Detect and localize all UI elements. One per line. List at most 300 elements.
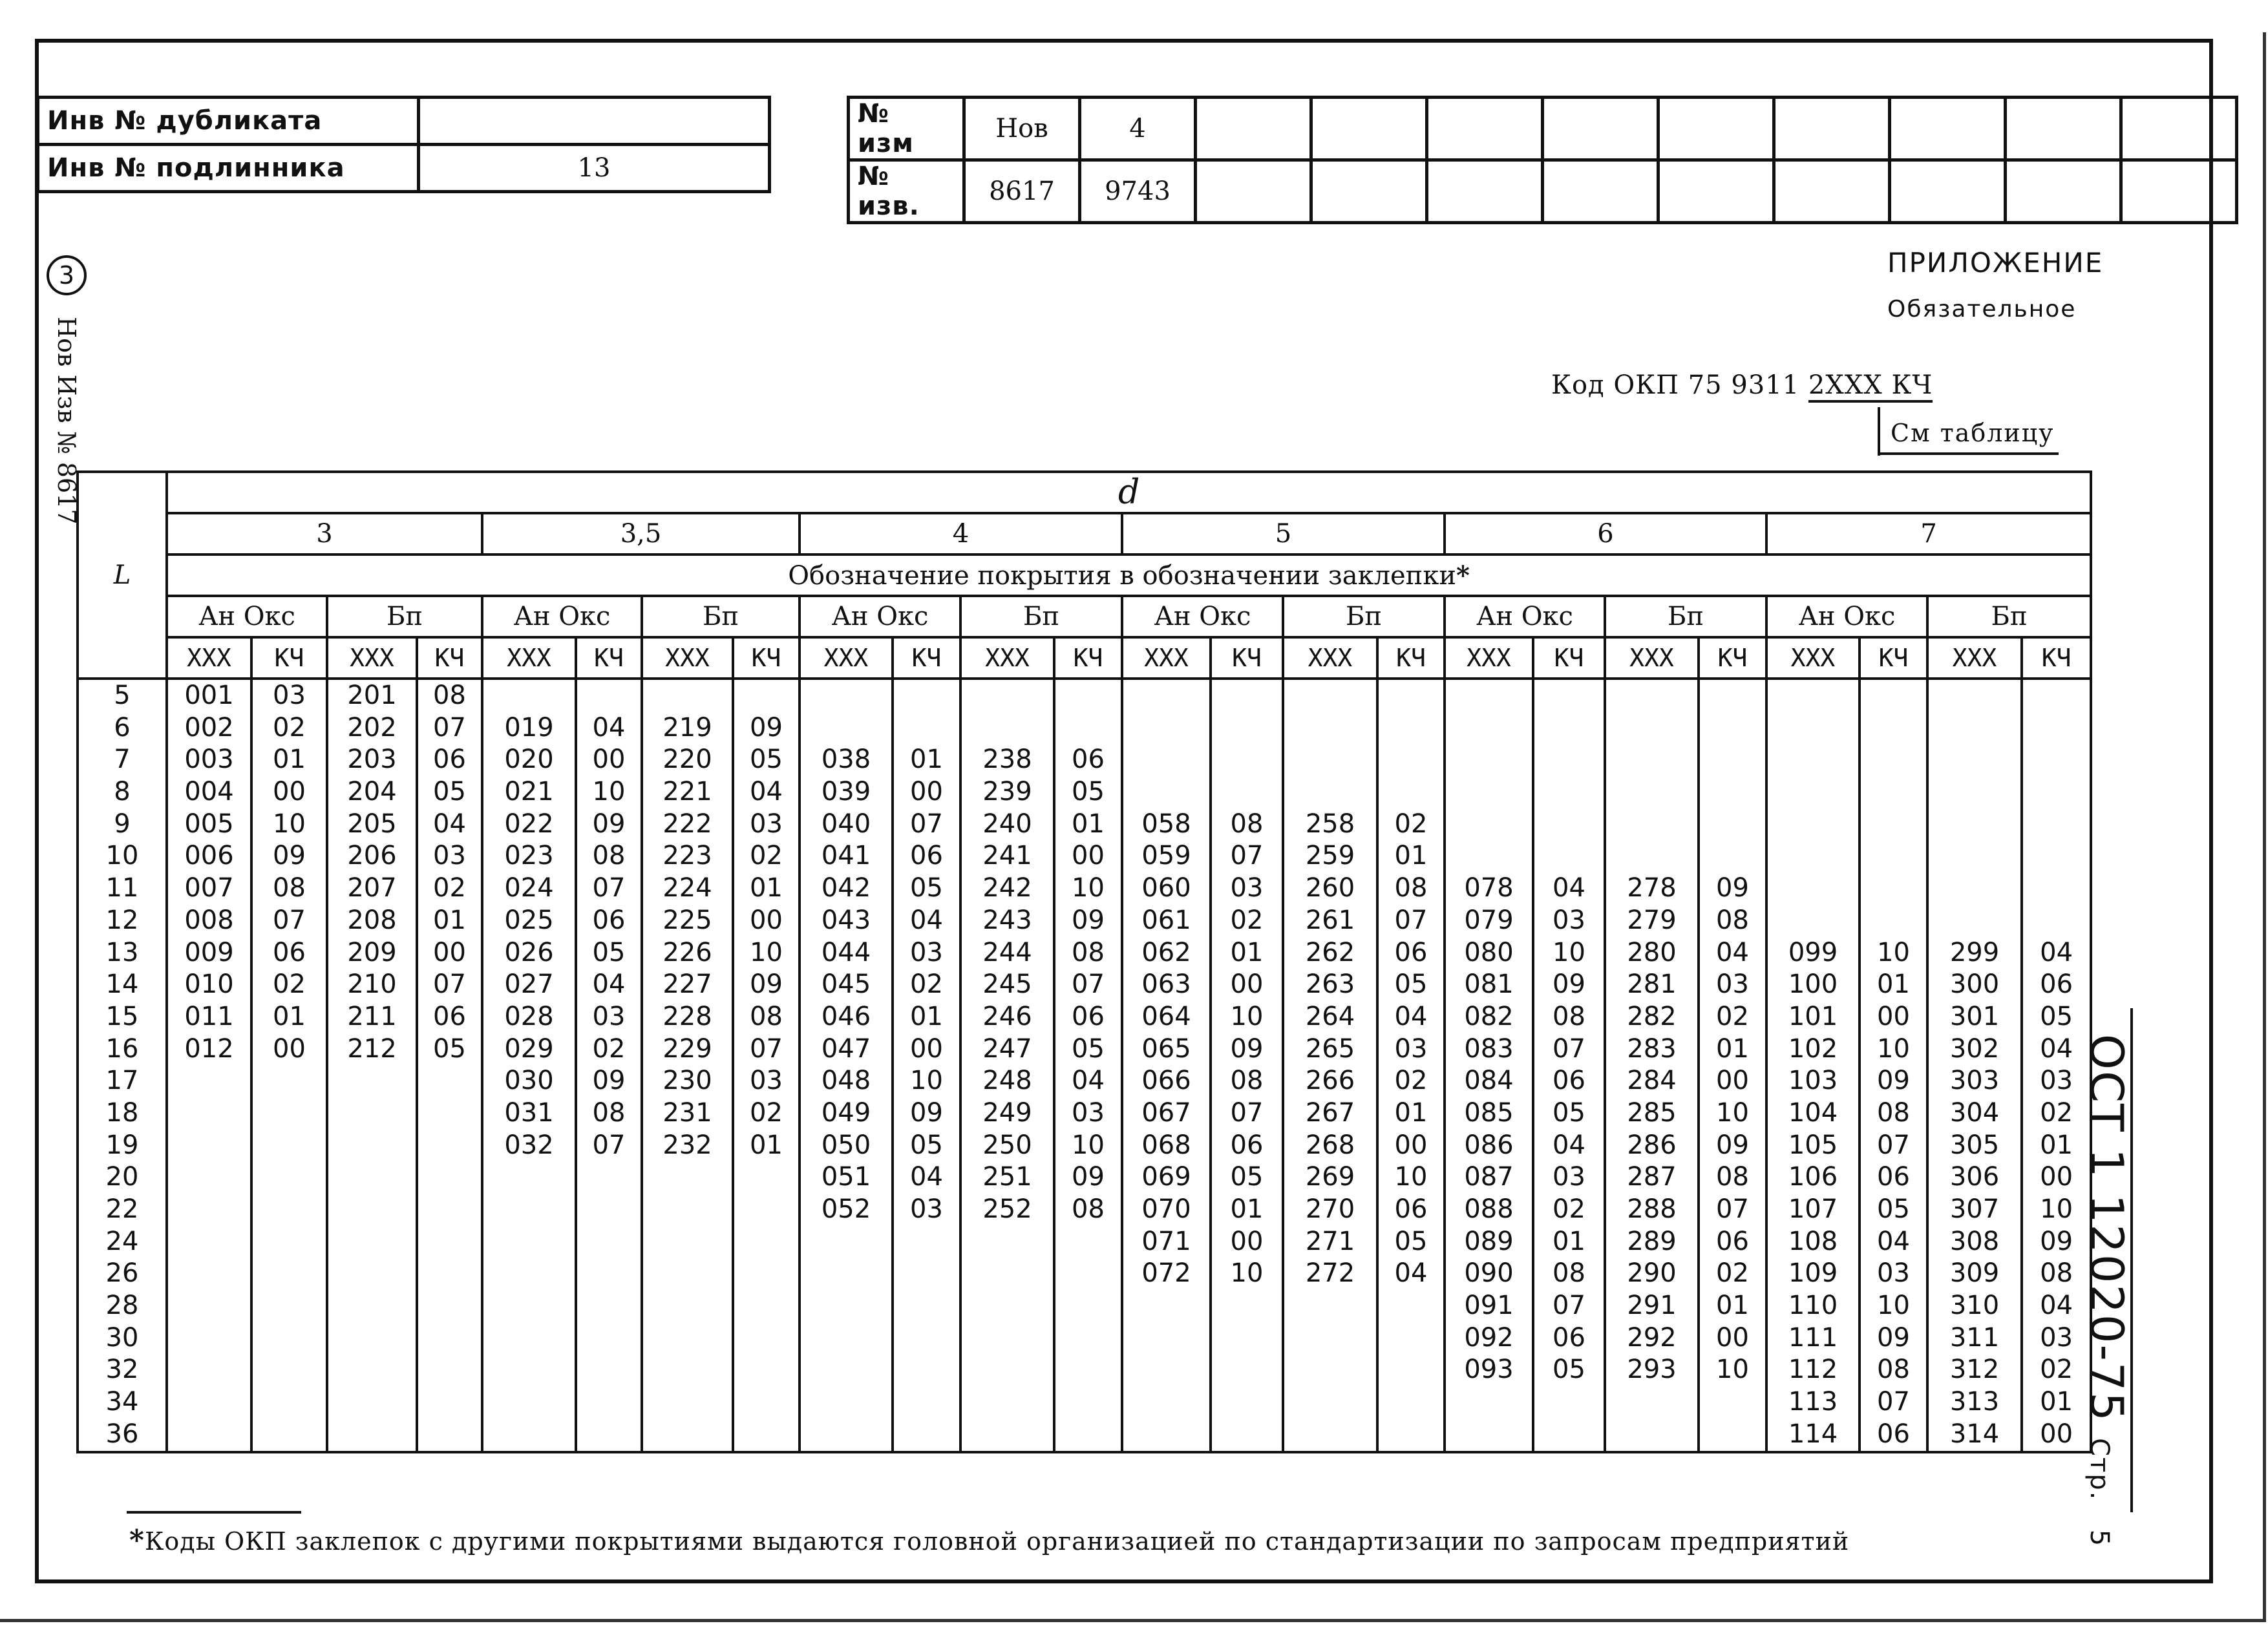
code-value: 299	[1949, 937, 2000, 967]
code-value: 00	[750, 905, 783, 935]
code-value: 005	[184, 808, 234, 839]
code-value: 262	[1305, 937, 1355, 967]
code-value: 04	[1716, 937, 1749, 967]
code-value: 00	[273, 777, 306, 807]
code-column	[1766, 679, 1860, 1452]
code-value: 111	[1788, 1322, 1838, 1353]
length-value: 9	[114, 808, 131, 839]
code-value	[1212, 712, 1282, 745]
code-value: 09	[273, 841, 306, 871]
stamp-cell	[1543, 160, 1659, 223]
length-value: 6	[114, 712, 131, 743]
code-value: 08	[273, 873, 306, 903]
code-value: 07	[1230, 1097, 1264, 1128]
code-value: 228	[662, 1001, 712, 1031]
stamp-cell	[1543, 98, 1659, 160]
code-value: 025	[504, 905, 554, 935]
length-value: 16	[105, 1033, 139, 1064]
code-value: 043	[821, 905, 871, 935]
code-value: 10	[1716, 1355, 1749, 1385]
code-value: 07	[592, 873, 626, 903]
code-value: 300	[1949, 969, 2000, 1000]
code-value: 00	[592, 745, 626, 775]
callout-line	[1878, 407, 1880, 456]
code-value: 078	[1464, 873, 1514, 903]
code-value: 07	[433, 712, 466, 743]
code-value: 09	[1877, 1322, 1910, 1353]
code-value: 260	[1305, 873, 1355, 903]
kch-header: КЧ	[893, 637, 960, 679]
code-value: 07	[1230, 841, 1264, 871]
code-value: 06	[2040, 969, 2073, 1000]
code-value: 00	[1716, 1322, 1749, 1353]
code-value: 044	[821, 937, 871, 967]
code-value: 302	[1949, 1033, 2000, 1064]
code-value: 02	[592, 1033, 626, 1064]
length-value: 5	[114, 681, 131, 710]
code-value: 03	[1877, 1258, 1910, 1289]
code-value: 311	[1949, 1322, 2000, 1353]
code-value: 027	[504, 969, 554, 1000]
code-value: 03	[1716, 969, 1749, 1000]
code-value: 210	[347, 969, 397, 1000]
code-value: 268	[1305, 1130, 1355, 1160]
code-value: 05	[1877, 1194, 1910, 1224]
code-value: 00	[1230, 1226, 1264, 1256]
code-value	[1446, 840, 1532, 872]
code-value: 243	[982, 905, 1032, 935]
code-value: 108	[1788, 1226, 1838, 1256]
code-value: 244	[982, 937, 1032, 967]
code-value: 02	[2040, 1097, 2073, 1128]
page-number: 5	[2084, 1529, 2114, 1548]
code-value: 06	[1394, 937, 1428, 967]
code-value: 007	[184, 873, 234, 903]
code-value	[1446, 680, 1532, 712]
code-value	[1768, 744, 1858, 776]
code-column	[893, 679, 960, 1452]
code-value	[1861, 776, 1926, 808]
code-value: 207	[347, 873, 397, 903]
stamp-cell	[2006, 160, 2121, 223]
code-value: 07	[1716, 1194, 1749, 1224]
inv-dublikata-label: Инв № дубликата	[38, 98, 419, 145]
code-value	[1768, 872, 1858, 905]
code-value: 09	[910, 1097, 943, 1128]
code-value: 04	[1394, 1258, 1428, 1289]
length-value: 19	[105, 1130, 139, 1160]
code-value: 09	[1230, 1033, 1264, 1064]
code-value: 01	[1716, 1291, 1749, 1321]
code-value: 05	[433, 1033, 466, 1064]
code-value	[483, 680, 575, 712]
code-value: 225	[662, 905, 712, 935]
code-value: 112	[1788, 1355, 1838, 1385]
code-value: 08	[1230, 808, 1264, 839]
code-value: 030	[504, 1066, 554, 1096]
code-value	[1534, 808, 1604, 841]
code-value	[1929, 776, 2020, 808]
code-value: 114	[1788, 1419, 1838, 1449]
diameter-1: 3,5	[482, 513, 800, 555]
stamp-cell	[1311, 98, 1427, 160]
code-value: 293	[1627, 1355, 1677, 1385]
code-value: 110	[1788, 1291, 1838, 1321]
code-value	[1606, 680, 1697, 712]
code-column	[327, 679, 417, 1452]
code-value: 291	[1627, 1291, 1677, 1321]
code-column	[1860, 679, 1927, 1452]
code-value	[1379, 744, 1443, 776]
footnote-star: *	[129, 1524, 145, 1557]
code-value: 01	[1072, 808, 1105, 839]
code-value: 059	[1141, 841, 1191, 871]
code-value: 099	[1788, 937, 1838, 967]
kch-header: КЧ	[1211, 637, 1283, 679]
code-value	[1700, 808, 1765, 841]
code-value: 10	[1877, 1291, 1910, 1321]
length-value: 26	[105, 1258, 139, 1289]
code-value: 03	[1553, 905, 1585, 935]
code-value: 282	[1627, 1001, 1677, 1031]
code-value: 265	[1305, 1033, 1355, 1064]
length-value: 24	[105, 1226, 139, 1256]
code-value	[801, 680, 891, 712]
length-value: 32	[105, 1355, 139, 1385]
code-column	[417, 679, 482, 1452]
code-value: 008	[184, 905, 234, 935]
code-value: 024	[504, 873, 554, 903]
code-value: 09	[1716, 873, 1749, 903]
code-value: 082	[1464, 1001, 1514, 1031]
code-value: 10	[2040, 1194, 2073, 1224]
code-value: 266	[1305, 1066, 1355, 1096]
code-value: 313	[1949, 1387, 2000, 1417]
code-value: 039	[821, 777, 871, 807]
code-value: 229	[662, 1033, 712, 1064]
code-value: 01	[1394, 841, 1428, 871]
code-value: 00	[433, 937, 466, 967]
code-value: 01	[1230, 937, 1264, 967]
code-value: 269	[1305, 1162, 1355, 1192]
code-value: 04	[1553, 1130, 1585, 1160]
code-value: 08	[2040, 1258, 2073, 1289]
code-value: 09	[1553, 969, 1585, 1000]
code-value: 01	[1230, 1194, 1264, 1224]
code-value: 219	[662, 712, 712, 743]
code-value: 01	[1394, 1097, 1428, 1128]
code-value	[1929, 680, 2020, 712]
code-value: 05	[1072, 777, 1105, 807]
code-value: 07	[433, 969, 466, 1000]
code-value: 087	[1464, 1162, 1514, 1192]
code-value: 00	[910, 777, 943, 807]
code-value: 06	[1230, 1130, 1264, 1160]
code-value: 062	[1141, 937, 1191, 967]
code-value: 052	[821, 1194, 871, 1224]
stamp-cell	[1311, 160, 1427, 223]
code-value: 069	[1141, 1162, 1191, 1192]
kch-header: КЧ	[417, 637, 482, 679]
code-value: 08	[1230, 1066, 1264, 1096]
izv-value-2: 9743	[1080, 160, 1196, 223]
code-value: 02	[1230, 905, 1264, 935]
code-value	[1700, 712, 1765, 745]
code-value: 304	[1949, 1097, 2000, 1128]
code-value: 288	[1627, 1194, 1677, 1224]
code-value: 00	[2040, 1162, 2073, 1192]
izv-value-1: 8617	[964, 160, 1080, 223]
code-value: 303	[1949, 1066, 2000, 1096]
code-value: 01	[750, 873, 783, 903]
code-column	[960, 679, 1054, 1452]
code-value	[1768, 905, 1858, 937]
code-value: 05	[433, 777, 466, 807]
code-value: 091	[1464, 1291, 1514, 1321]
footnote	[129, 1524, 1849, 1557]
stamp-cell	[1774, 98, 1890, 160]
length-value: 22	[105, 1194, 139, 1224]
code-value: 03	[910, 937, 943, 967]
xxx-header: XXX	[482, 637, 576, 679]
stamp-cell	[2121, 98, 2237, 160]
code-value: 292	[1627, 1322, 1677, 1353]
code-value: 06	[1716, 1226, 1749, 1256]
code-value: 00	[1877, 1001, 1910, 1031]
code-value: 10	[1716, 1097, 1749, 1128]
coating-bp: Бп	[1283, 596, 1445, 637]
code-value	[1534, 840, 1604, 872]
code-value	[1700, 840, 1765, 872]
code-value: 06	[910, 841, 943, 871]
code-value: 261	[1305, 905, 1355, 935]
code-value	[1446, 712, 1532, 745]
code-value: 204	[347, 777, 397, 807]
code-value: 06	[273, 937, 306, 967]
code-value: 01	[273, 745, 306, 775]
xxx-header: XXX	[1766, 637, 1860, 679]
code-value: 206	[347, 841, 397, 871]
code-value: 07	[1877, 1130, 1910, 1160]
code-value: 08	[750, 1001, 783, 1031]
length-value: 7	[114, 745, 131, 775]
code-value	[1929, 905, 2020, 937]
code-value: 10	[1230, 1258, 1264, 1289]
code-value: 201	[347, 681, 397, 710]
code-value: 246	[982, 1001, 1032, 1031]
code-value: 03	[1072, 1097, 1105, 1128]
code-value: 07	[1553, 1033, 1585, 1064]
code-value: 10	[1072, 873, 1105, 903]
code-value: 250	[982, 1130, 1032, 1160]
inv-podlinnika-value: 13	[419, 145, 770, 192]
code-value: 03	[2040, 1066, 2073, 1096]
code-value: 238	[982, 745, 1032, 775]
code-value: 05	[1072, 1033, 1105, 1064]
code-value: 04	[2040, 1291, 2073, 1321]
length-value: 8	[114, 777, 131, 807]
code-value: 04	[2040, 1033, 2073, 1064]
code-value: 06	[1072, 1001, 1105, 1031]
code-value: 03	[750, 1066, 783, 1096]
code-value: 278	[1627, 873, 1677, 903]
code-column	[251, 679, 327, 1452]
code-value: 105	[1788, 1130, 1838, 1160]
code-value: 051	[821, 1162, 871, 1192]
code-value	[1861, 840, 1926, 872]
code-value: 040	[821, 808, 871, 839]
code-value: 03	[433, 841, 466, 871]
code-column	[1699, 679, 1766, 1452]
stamp-cell	[1196, 160, 1311, 223]
code-column	[1445, 679, 1533, 1452]
code-value	[1700, 744, 1765, 776]
code-value: 284	[1627, 1066, 1677, 1096]
code-column	[1605, 679, 1699, 1452]
code-value: 010	[184, 969, 234, 1000]
code-value: 01	[2040, 1387, 2073, 1417]
code-value: 05	[1394, 969, 1428, 1000]
code-value: 287	[1627, 1162, 1677, 1192]
code-value: 071	[1141, 1226, 1191, 1256]
diameter-0: 3	[167, 513, 482, 555]
revision-circle: 3	[47, 255, 87, 295]
length-value: 15	[105, 1001, 139, 1031]
kch-header: КЧ	[2022, 637, 2091, 679]
code-value: 072	[1141, 1258, 1191, 1289]
code-column	[733, 679, 800, 1452]
coating-an-oks: Ан Окс	[1766, 596, 1927, 637]
callout-base	[1878, 452, 2059, 455]
code-value: 038	[821, 745, 871, 775]
code-value: 05	[1553, 1355, 1585, 1385]
code-value: 10	[592, 777, 626, 807]
code-value	[1768, 680, 1858, 712]
code-value: 02	[273, 969, 306, 1000]
code-value: 049	[821, 1097, 871, 1128]
code-value: 00	[1716, 1066, 1749, 1096]
code-value: 041	[821, 841, 871, 871]
code-value: 212	[347, 1033, 397, 1064]
code-value: 312	[1949, 1355, 2000, 1385]
coating-an-oks: Ан Окс	[800, 596, 960, 637]
coating-bp: Бп	[327, 596, 482, 637]
code-value	[1446, 776, 1532, 808]
kch-header: КЧ	[733, 637, 800, 679]
code-value	[1861, 680, 1926, 712]
code-value: 04	[433, 808, 466, 839]
length-column	[78, 679, 167, 1452]
code-column	[1211, 679, 1283, 1452]
code-value: 230	[662, 1066, 712, 1096]
code-value: 088	[1464, 1194, 1514, 1224]
code-value: 10	[1877, 937, 1910, 967]
code-value: 289	[1627, 1226, 1677, 1256]
code-value: 022	[504, 808, 554, 839]
code-value	[577, 680, 641, 712]
code-value: 08	[1072, 1194, 1105, 1224]
code-value	[2023, 712, 2090, 745]
code-value: 01	[910, 745, 943, 775]
code-value: 05	[2040, 1001, 2073, 1031]
stamp-cell	[1196, 98, 1311, 160]
code-value: 272	[1305, 1258, 1355, 1289]
code-value: 08	[592, 841, 626, 871]
code-value: 03	[1553, 1162, 1585, 1192]
code-column	[576, 679, 642, 1452]
code-value: 07	[1553, 1291, 1585, 1321]
code-value: 04	[910, 1162, 943, 1192]
code-value: 04	[750, 777, 783, 807]
coating-bp: Бп	[1927, 596, 2091, 637]
code-value: 02	[1394, 1066, 1428, 1096]
code-value: 09	[1072, 1162, 1105, 1192]
inventory-stamp	[36, 96, 771, 193]
izm-value-2: 4	[1080, 98, 1196, 160]
code-value: 240	[982, 808, 1032, 839]
code-value	[1212, 776, 1282, 808]
code-value: 01	[750, 1130, 783, 1160]
code-value: 031	[504, 1097, 554, 1128]
length-value: 12	[105, 905, 139, 935]
length-value: 30	[105, 1322, 139, 1353]
code-value	[1861, 808, 1926, 841]
code-value: 270	[1305, 1194, 1355, 1224]
xxx-header: XXX	[167, 637, 251, 679]
code-value: 01	[1553, 1226, 1585, 1256]
code-value: 106	[1788, 1162, 1838, 1192]
code-value	[1123, 712, 1209, 745]
coating-an-oks: Ан Окс	[167, 596, 327, 637]
code-value: 06	[1553, 1066, 1585, 1096]
code-value: 02	[273, 712, 306, 743]
code-value: 046	[821, 1001, 871, 1031]
kch-header: КЧ	[1054, 637, 1122, 679]
code-value: 10	[1877, 1033, 1910, 1064]
code-value: 011	[184, 1001, 234, 1031]
code-value: 045	[821, 969, 871, 1000]
code-value	[1606, 712, 1697, 745]
code-value: 02	[750, 841, 783, 871]
code-value: 04	[1553, 873, 1585, 903]
code-value: 00	[273, 1033, 306, 1064]
code-value: 04	[910, 905, 943, 935]
code-value: 245	[982, 969, 1032, 1000]
footnote-rule	[127, 1511, 301, 1514]
code-value	[1534, 776, 1604, 808]
code-value: 02	[1716, 1001, 1749, 1031]
xxx-header: XXX	[1605, 637, 1699, 679]
code-value: 04	[592, 712, 626, 743]
code-value: 02	[750, 1097, 783, 1128]
code-value: 009	[184, 937, 234, 967]
code-value: 281	[1627, 969, 1677, 1000]
code-value: 242	[982, 873, 1032, 903]
stamp-cell	[1659, 98, 1774, 160]
code-value: 042	[821, 873, 871, 903]
code-value: 067	[1141, 1097, 1191, 1128]
code-value	[734, 680, 798, 712]
code-value: 247	[982, 1033, 1032, 1064]
code-value: 280	[1627, 937, 1677, 967]
page-label: Стр.	[2084, 1438, 2114, 1501]
code-value: 249	[982, 1097, 1032, 1128]
code-value: 079	[1464, 905, 1514, 935]
code-column	[1054, 679, 1122, 1452]
code-value: 01	[1877, 969, 1910, 1000]
code-value: 08	[433, 681, 466, 710]
code-value: 003	[184, 745, 234, 775]
